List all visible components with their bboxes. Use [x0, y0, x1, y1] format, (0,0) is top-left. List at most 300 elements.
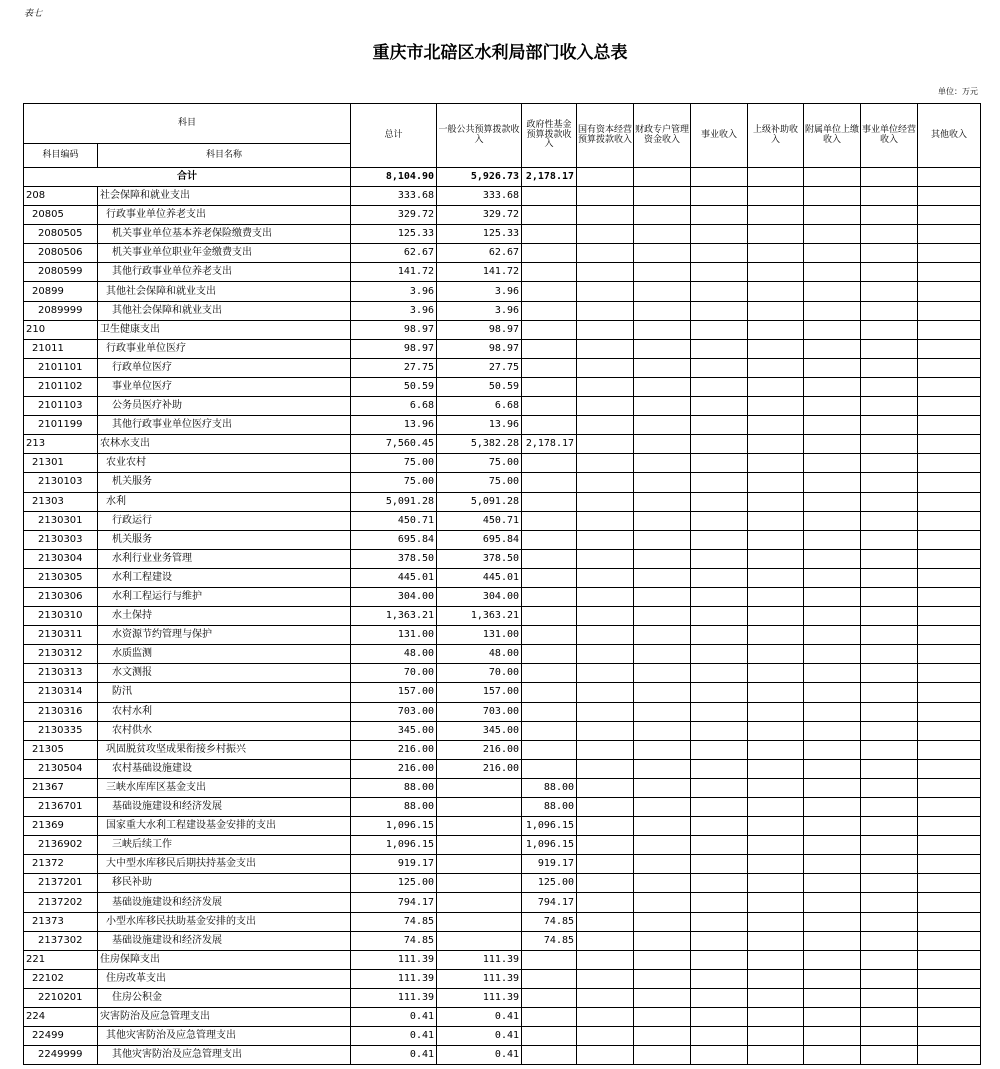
amount-cell: 3.96 [437, 282, 522, 301]
empty-cell [861, 817, 918, 836]
empty-cell [634, 568, 691, 587]
empty-cell [634, 168, 691, 187]
empty-cell [577, 683, 634, 702]
empty-cell [861, 912, 918, 931]
empty-cell [748, 645, 804, 664]
empty-cell [748, 397, 804, 416]
table-row [24, 397, 981, 416]
amount-cell: 141.72 [437, 263, 522, 282]
empty-cell [691, 836, 748, 855]
empty-cell [634, 836, 691, 855]
amount-cell: 0.41 [351, 1046, 437, 1065]
empty-cell [918, 988, 981, 1007]
empty-cell [804, 836, 861, 855]
empty-cell [634, 206, 691, 225]
empty-cell [577, 435, 634, 454]
amount-cell: 111.39 [351, 969, 437, 988]
empty-cell [748, 339, 804, 358]
empty-cell [804, 740, 861, 759]
amount-cell: 378.50 [351, 549, 437, 568]
amount-cell: 157.00 [437, 683, 522, 702]
empty-cell [861, 377, 918, 396]
empty-cell [577, 187, 634, 206]
empty-cell [577, 492, 634, 511]
amount-cell: 48.00 [437, 645, 522, 664]
empty-cell [918, 530, 981, 549]
amount-cell [522, 721, 577, 740]
amount-cell [522, 339, 577, 358]
empty-cell [804, 702, 861, 721]
empty-cell [748, 664, 804, 683]
header-col-business-income: 事业收入 [691, 104, 748, 168]
empty-cell [691, 778, 748, 797]
empty-cell [918, 721, 981, 740]
empty-cell [861, 301, 918, 320]
table-row [24, 225, 981, 244]
amount-cell: 216.00 [437, 759, 522, 778]
amount-cell: 919.17 [522, 855, 577, 874]
empty-cell [634, 931, 691, 950]
empty-cell [691, 492, 748, 511]
subject-code-cell: 2137302 [24, 931, 98, 950]
table-row [24, 759, 981, 778]
empty-cell [804, 587, 861, 606]
empty-cell [634, 893, 691, 912]
subject-name-cell: 水资源节约管理与保护 [98, 626, 351, 645]
empty-cell [691, 244, 748, 263]
subject-code-cell: 221 [24, 950, 98, 969]
unit-label: 单位：万元 [938, 87, 978, 96]
empty-cell [861, 759, 918, 778]
empty-cell [861, 664, 918, 683]
empty-cell [861, 397, 918, 416]
empty-cell [577, 626, 634, 645]
empty-cell [804, 626, 861, 645]
empty-cell [691, 301, 748, 320]
empty-cell [918, 206, 981, 225]
empty-cell [918, 1027, 981, 1046]
empty-cell [577, 377, 634, 396]
empty-cell [748, 568, 804, 587]
empty-cell [634, 377, 691, 396]
table-row [24, 530, 981, 549]
empty-cell [577, 454, 634, 473]
amount-cell: 88.00 [351, 798, 437, 817]
subject-code-cell: 20899 [24, 282, 98, 301]
amount-cell: 794.17 [522, 893, 577, 912]
empty-cell [918, 855, 981, 874]
empty-cell [861, 778, 918, 797]
empty-cell [634, 1027, 691, 1046]
empty-cell [634, 988, 691, 1007]
empty-cell [748, 358, 804, 377]
subject-name-cell: 行政运行 [98, 511, 351, 530]
amount-cell: 6.68 [351, 397, 437, 416]
empty-cell [691, 397, 748, 416]
empty-cell [748, 702, 804, 721]
empty-cell [577, 263, 634, 282]
amount-cell: 1,363.21 [437, 607, 522, 626]
subject-code-cell: 2130313 [24, 664, 98, 683]
table-row [24, 511, 981, 530]
header-col-superior-subsidy: 上级补助收入 [748, 104, 804, 168]
empty-cell [691, 587, 748, 606]
subject-name-cell: 机关事业单位基本养老保险缴费支出 [98, 225, 351, 244]
empty-cell [748, 1027, 804, 1046]
empty-cell [634, 358, 691, 377]
empty-cell [918, 416, 981, 435]
subject-code-cell: 21305 [24, 740, 98, 759]
empty-cell [577, 740, 634, 759]
table-row [24, 568, 981, 587]
empty-cell [577, 397, 634, 416]
empty-cell [804, 855, 861, 874]
empty-cell [691, 454, 748, 473]
empty-cell [748, 435, 804, 454]
empty-cell [918, 473, 981, 492]
subject-code-cell: 2130103 [24, 473, 98, 492]
empty-cell [918, 320, 981, 339]
empty-cell [748, 263, 804, 282]
empty-cell [861, 416, 918, 435]
empty-cell [691, 320, 748, 339]
subject-code-cell: 2130303 [24, 530, 98, 549]
empty-cell [691, 912, 748, 931]
revenue-table [23, 103, 981, 1065]
empty-cell [748, 931, 804, 950]
table-row [24, 358, 981, 377]
empty-cell [918, 931, 981, 950]
empty-cell [804, 530, 861, 549]
empty-cell [918, 549, 981, 568]
amount-cell [522, 187, 577, 206]
table-row [24, 587, 981, 606]
amount-cell: 216.00 [437, 740, 522, 759]
table-row [24, 492, 981, 511]
empty-cell [861, 263, 918, 282]
table-row [24, 969, 981, 988]
amount-cell: 125.33 [437, 225, 522, 244]
empty-cell [804, 607, 861, 626]
header-code: 科目编码 [24, 144, 98, 168]
subject-code-cell: 22499 [24, 1027, 98, 1046]
empty-cell [634, 339, 691, 358]
empty-cell [748, 473, 804, 492]
table-row [24, 435, 981, 454]
subject-name-cell: 其他行政事业单位医疗支出 [98, 416, 351, 435]
subject-code-cell: 2136701 [24, 798, 98, 817]
amount-cell [522, 416, 577, 435]
empty-cell [634, 454, 691, 473]
empty-cell [804, 721, 861, 740]
empty-cell [804, 912, 861, 931]
subject-name-cell: 农村基础设施建设 [98, 759, 351, 778]
amount-cell: 6.68 [437, 397, 522, 416]
subject-code-cell: 210 [24, 320, 98, 339]
subject-name-cell: 农村供水 [98, 721, 351, 740]
empty-cell [804, 969, 861, 988]
empty-cell [748, 683, 804, 702]
empty-cell [748, 969, 804, 988]
subject-code-cell: 21301 [24, 454, 98, 473]
amount-cell: 794.17 [351, 893, 437, 912]
empty-cell [918, 492, 981, 511]
empty-cell [861, 435, 918, 454]
amount-cell: 111.39 [437, 950, 522, 969]
empty-cell [804, 473, 861, 492]
table-row [24, 778, 981, 797]
empty-cell [691, 530, 748, 549]
amount-cell: 445.01 [351, 568, 437, 587]
empty-cell [577, 988, 634, 1007]
amount-cell [522, 740, 577, 759]
subject-name-cell: 防汛 [98, 683, 351, 702]
empty-cell [918, 587, 981, 606]
empty-cell [577, 282, 634, 301]
amount-cell: 329.72 [351, 206, 437, 225]
subject-name-cell: 机关服务 [98, 530, 351, 549]
empty-cell [577, 607, 634, 626]
table-row [24, 740, 981, 759]
amount-cell [522, 320, 577, 339]
empty-cell [748, 988, 804, 1007]
table-row [24, 988, 981, 1007]
empty-cell [918, 225, 981, 244]
amount-cell: 378.50 [437, 549, 522, 568]
empty-cell [634, 416, 691, 435]
amount-cell [522, 301, 577, 320]
subject-code-cell: 2130305 [24, 568, 98, 587]
empty-cell [634, 435, 691, 454]
header-row-1 [24, 104, 981, 144]
amount-cell [522, 683, 577, 702]
empty-cell [691, 626, 748, 645]
total-value: 5,926.73 [437, 168, 522, 187]
amount-cell: 111.39 [437, 988, 522, 1007]
subject-name-cell: 住房保障支出 [98, 950, 351, 969]
table-row [24, 683, 981, 702]
subject-name-cell: 水质监测 [98, 645, 351, 664]
subject-name-cell: 住房公积金 [98, 988, 351, 1007]
empty-cell [918, 759, 981, 778]
empty-cell [634, 492, 691, 511]
subject-code-cell: 21369 [24, 817, 98, 836]
subject-code-cell: 2101103 [24, 397, 98, 416]
empty-cell [918, 817, 981, 836]
empty-cell [577, 339, 634, 358]
amount-cell: 88.00 [522, 798, 577, 817]
amount-cell: 131.00 [351, 626, 437, 645]
table-row [24, 416, 981, 435]
empty-cell [748, 893, 804, 912]
amount-cell: 88.00 [522, 778, 577, 797]
amount-cell: 70.00 [437, 664, 522, 683]
table-row [24, 950, 981, 969]
empty-cell [748, 778, 804, 797]
empty-cell [691, 549, 748, 568]
subject-code-cell: 21303 [24, 492, 98, 511]
empty-cell [691, 206, 748, 225]
subject-name-cell: 基础设施建设和经济发展 [98, 798, 351, 817]
table-row [24, 912, 981, 931]
empty-cell [634, 473, 691, 492]
empty-cell [691, 263, 748, 282]
amount-cell: 445.01 [437, 568, 522, 587]
total-row [24, 168, 981, 187]
amount-cell [522, 473, 577, 492]
empty-cell [748, 244, 804, 263]
empty-cell [861, 358, 918, 377]
empty-cell [691, 568, 748, 587]
amount-cell: 48.00 [351, 645, 437, 664]
amount-cell: 74.85 [522, 912, 577, 931]
empty-cell [634, 721, 691, 740]
amount-cell: 345.00 [351, 721, 437, 740]
empty-cell [804, 358, 861, 377]
table-row [24, 607, 981, 626]
amount-cell: 111.39 [437, 969, 522, 988]
empty-cell [861, 587, 918, 606]
subject-name-cell: 水利 [98, 492, 351, 511]
empty-cell [918, 874, 981, 893]
empty-cell [634, 759, 691, 778]
empty-cell [691, 511, 748, 530]
empty-cell [577, 702, 634, 721]
table-row [24, 282, 981, 301]
amount-cell: 3.96 [351, 282, 437, 301]
empty-cell [748, 492, 804, 511]
amount-cell: 1,096.15 [522, 836, 577, 855]
empty-cell [804, 759, 861, 778]
empty-cell [918, 607, 981, 626]
table-row [24, 1027, 981, 1046]
empty-cell [748, 301, 804, 320]
empty-cell [804, 549, 861, 568]
amount-cell: 695.84 [351, 530, 437, 549]
amount-cell: 329.72 [437, 206, 522, 225]
subject-name-cell: 行政事业单位养老支出 [98, 206, 351, 225]
empty-cell [918, 339, 981, 358]
subject-name-cell: 灾害防治及应急管理支出 [98, 1008, 351, 1027]
amount-cell: 141.72 [351, 263, 437, 282]
empty-cell [918, 778, 981, 797]
amount-cell: 50.59 [351, 377, 437, 396]
amount-cell: 695.84 [437, 530, 522, 549]
page-title: 重庆市北碚区水利局部门收入总表 [372, 43, 628, 63]
empty-cell [691, 225, 748, 244]
empty-cell [804, 988, 861, 1007]
empty-cell [748, 721, 804, 740]
amount-cell: 0.41 [351, 1008, 437, 1027]
table-row [24, 1008, 981, 1027]
subject-name-cell: 移民补助 [98, 874, 351, 893]
amount-cell: 88.00 [351, 778, 437, 797]
empty-cell [691, 664, 748, 683]
subject-name-cell: 农村水利 [98, 702, 351, 721]
amount-cell [522, 206, 577, 225]
empty-cell [577, 530, 634, 549]
header-col-general-budget: 一般公共预算拨款收入 [437, 104, 522, 168]
empty-cell [748, 206, 804, 225]
amount-cell: 111.39 [351, 988, 437, 1007]
amount-cell: 157.00 [351, 683, 437, 702]
amount-cell [522, 568, 577, 587]
empty-cell [804, 568, 861, 587]
subject-code-cell: 2130335 [24, 721, 98, 740]
empty-cell [861, 187, 918, 206]
empty-cell [804, 664, 861, 683]
empty-cell [691, 855, 748, 874]
subject-name-cell: 水文测报 [98, 664, 351, 683]
subject-name-cell: 卫生健康支出 [98, 320, 351, 339]
amount-cell: 345.00 [437, 721, 522, 740]
empty-cell [691, 931, 748, 950]
empty-cell [861, 1008, 918, 1027]
empty-cell [748, 626, 804, 645]
empty-cell [691, 377, 748, 396]
subject-name-cell: 水土保持 [98, 607, 351, 626]
empty-cell [634, 798, 691, 817]
amount-cell: 27.75 [437, 358, 522, 377]
empty-cell [804, 206, 861, 225]
empty-cell [577, 206, 634, 225]
empty-cell [918, 664, 981, 683]
amount-cell: 216.00 [351, 740, 437, 759]
empty-cell [804, 778, 861, 797]
amount-cell [522, 702, 577, 721]
amount-cell: 75.00 [351, 473, 437, 492]
empty-cell [577, 358, 634, 377]
subject-name-cell: 住房改革支出 [98, 969, 351, 988]
empty-cell [804, 874, 861, 893]
empty-cell [918, 435, 981, 454]
subject-code-cell: 21367 [24, 778, 98, 797]
amount-cell [522, 549, 577, 568]
subject-name-cell: 其他灾害防治及应急管理支出 [98, 1027, 351, 1046]
subject-name-cell: 大中型水库移民后期扶持基金支出 [98, 855, 351, 874]
empty-cell [918, 893, 981, 912]
amount-cell [437, 778, 522, 797]
table-row [24, 836, 981, 855]
empty-cell [861, 168, 918, 187]
header-col-other-income: 其他收入 [918, 104, 981, 168]
empty-cell [861, 798, 918, 817]
empty-cell [861, 530, 918, 549]
subject-name-cell: 行政事业单位医疗 [98, 339, 351, 358]
table-row [24, 377, 981, 396]
subject-name-cell: 机关事业单位职业年金缴费支出 [98, 244, 351, 263]
empty-cell [691, 759, 748, 778]
subject-code-cell: 2130504 [24, 759, 98, 778]
subject-code-cell: 2080599 [24, 263, 98, 282]
empty-cell [804, 931, 861, 950]
empty-cell [748, 416, 804, 435]
empty-cell [804, 511, 861, 530]
amount-cell [522, 397, 577, 416]
table-row [24, 893, 981, 912]
table-row [24, 798, 981, 817]
empty-cell [748, 950, 804, 969]
subject-name-cell: 巩固脱贫攻坚成果衔接乡村振兴 [98, 740, 351, 759]
empty-cell [918, 1008, 981, 1027]
amount-cell: 50.59 [437, 377, 522, 396]
empty-cell [748, 836, 804, 855]
table-row [24, 301, 981, 320]
amount-cell: 13.96 [351, 416, 437, 435]
subject-code-cell: 2080505 [24, 225, 98, 244]
subject-code-cell: 21011 [24, 339, 98, 358]
amount-cell [522, 492, 577, 511]
